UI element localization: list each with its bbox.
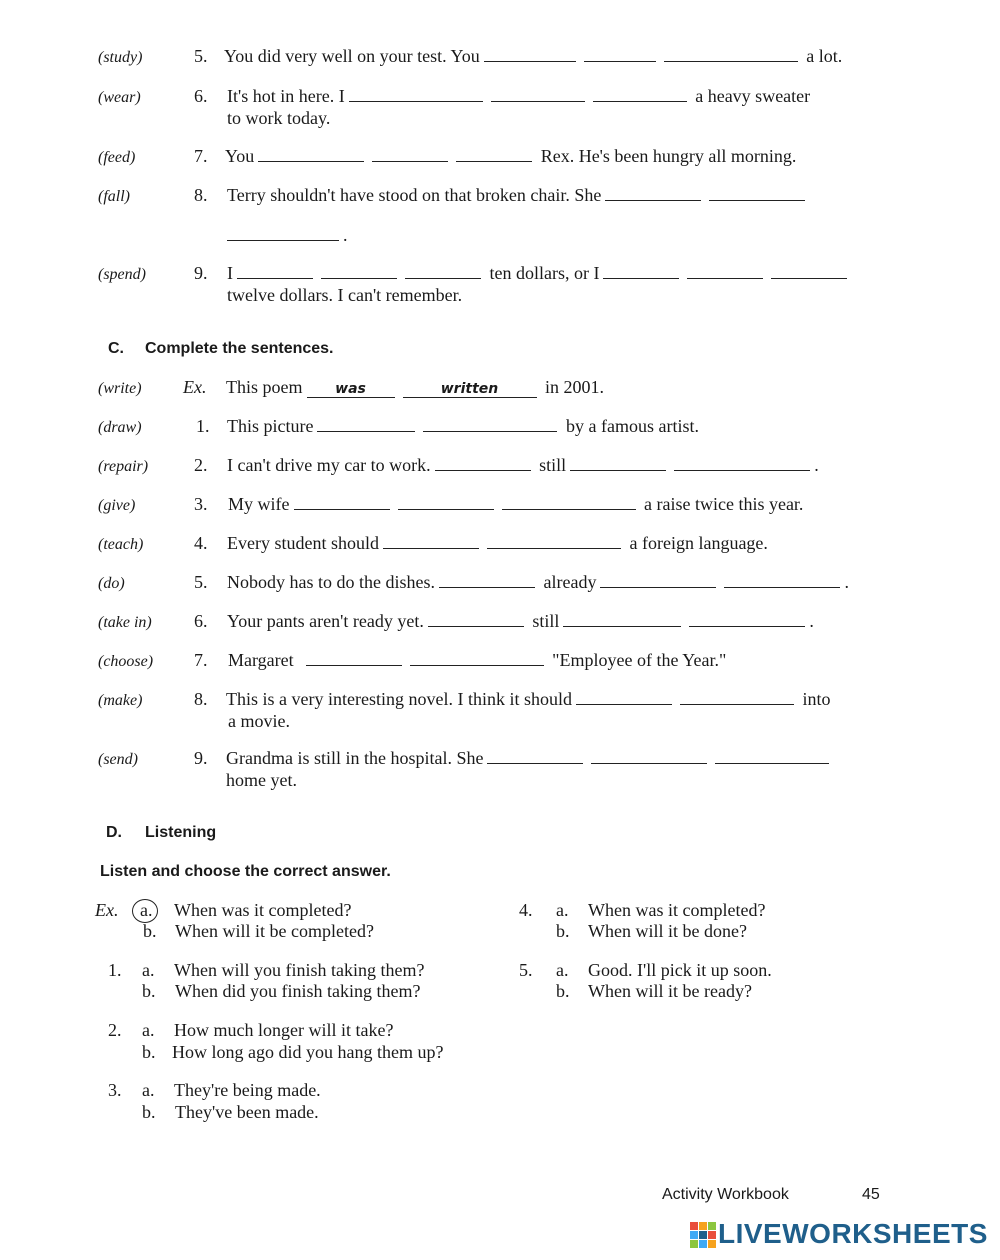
- answer-blank[interactable]: [435, 456, 531, 471]
- option-letter[interactable]: a.: [142, 1080, 155, 1100]
- answer-blank[interactable]: [591, 749, 707, 764]
- sentence: Your pants aren't ready yet. still .: [227, 611, 814, 631]
- verb-hint: (send): [98, 751, 138, 768]
- option-letter[interactable]: b.: [142, 981, 156, 1001]
- sentence: You Rex. He's been hungry all morning.: [225, 146, 797, 166]
- question-number: Ex.: [95, 900, 119, 920]
- verb-hint: (choose): [98, 653, 154, 670]
- option-letter[interactable]: a.: [142, 960, 155, 980]
- answer-blank[interactable]: [383, 534, 479, 549]
- section-letter: D.: [106, 824, 122, 841]
- item-number: 1.: [196, 416, 210, 436]
- answer-blank[interactable]: [603, 264, 679, 279]
- option-text: How long ago did you hang them up?: [172, 1042, 444, 1062]
- item-number: 7.: [194, 650, 208, 670]
- answer-blank[interactable]: [689, 612, 805, 627]
- item-number: 6.: [194, 611, 208, 631]
- item-number: 3.: [194, 494, 208, 514]
- sentence: This picture by a famous artist.: [227, 416, 699, 436]
- option-letter[interactable]: b.: [142, 1102, 156, 1122]
- question-number: 3.: [108, 1080, 122, 1100]
- answer-blank[interactable]: [491, 87, 585, 102]
- verb-hint: (feed): [98, 149, 136, 166]
- question-number: 4.: [519, 900, 533, 920]
- sentence: It's hot in here. I a heavy sweater: [227, 86, 811, 106]
- verb-hint: (spend): [98, 266, 146, 283]
- sentence: I ten dollars, or I: [227, 263, 851, 284]
- answer-blank[interactable]: [593, 87, 687, 102]
- answer-blank[interactable]: [576, 690, 672, 705]
- sentence: Grandma is still in the hospital. She: [226, 748, 833, 769]
- answer-blank[interactable]: [439, 573, 535, 588]
- answer-blank[interactable]: [674, 456, 810, 471]
- item-number: 7.: [194, 146, 208, 166]
- sentence: Nobody has to do the dishes. already .: [227, 572, 849, 592]
- option-text: They're being made.: [174, 1080, 321, 1100]
- example-answer: written: [403, 381, 537, 398]
- example-label: Ex.: [183, 377, 207, 397]
- liveworksheets-logo-icon: [690, 1222, 716, 1248]
- answer-blank[interactable]: [317, 417, 415, 432]
- answer-blank[interactable]: [410, 651, 544, 666]
- option-text: When will it be completed?: [175, 921, 374, 941]
- answer-blank[interactable]: [306, 651, 402, 666]
- answer-blank[interactable]: [709, 186, 805, 201]
- answer-blank[interactable]: [487, 534, 621, 549]
- option-letter[interactable]: b.: [143, 921, 157, 941]
- question-number: 1.: [108, 960, 122, 980]
- option-text: When will you finish taking them?: [174, 960, 425, 980]
- sentence-continuation: a movie.: [228, 711, 290, 731]
- option-letter[interactable]: b.: [556, 981, 570, 1001]
- sentence-continuation: to work today.: [227, 108, 331, 128]
- verb-hint: (study): [98, 49, 143, 66]
- option-text: When was it completed?: [174, 900, 352, 920]
- answer-blank[interactable]: [484, 47, 576, 62]
- sentence: This is a very interesting novel. I think it should into: [226, 689, 831, 709]
- answer-blank[interactable]: [664, 47, 798, 62]
- answer-blank[interactable]: [398, 495, 494, 510]
- option-letter[interactable]: a.: [142, 1020, 155, 1040]
- answer-blank[interactable]: [563, 612, 681, 627]
- item-number: 9.: [194, 748, 208, 768]
- sentence-continuation: twelve dollars. I can't remember.: [227, 285, 463, 305]
- answer-blank[interactable]: [372, 147, 448, 162]
- option-text: They've been made.: [175, 1102, 319, 1122]
- answer-blank[interactable]: [405, 264, 481, 279]
- question-number: 2.: [108, 1020, 122, 1040]
- option-text: When did you finish taking them?: [175, 981, 421, 1001]
- answer-blank[interactable]: [600, 573, 716, 588]
- answer-blank[interactable]: [456, 147, 532, 162]
- answer-blank[interactable]: [258, 147, 364, 162]
- item-number: 6.: [194, 86, 208, 106]
- answer-blank[interactable]: [715, 749, 829, 764]
- sentence: This poem was written in 2001.: [226, 377, 605, 397]
- verb-hint: (teach): [98, 536, 144, 553]
- answer-blank[interactable]: [584, 47, 656, 62]
- sentence-continuation: home yet.: [226, 770, 297, 790]
- option-letter[interactable]: b.: [142, 1042, 156, 1062]
- item-number: 5.: [194, 572, 208, 592]
- section-instruction: Listen and choose the correct answer.: [100, 863, 391, 880]
- answer-blank[interactable]: [349, 87, 483, 102]
- verb-hint: (repair): [98, 458, 149, 475]
- answer-blank[interactable]: [724, 573, 840, 588]
- item-number: 5.: [194, 46, 208, 66]
- option-text: Good. I'll pick it up soon.: [588, 960, 772, 980]
- option-letter[interactable]: b.: [556, 921, 570, 941]
- option-letter[interactable]: a.: [140, 900, 153, 920]
- answer-blank[interactable]: [502, 495, 636, 510]
- answer-blank[interactable]: [227, 226, 339, 241]
- item-number: 9.: [194, 263, 208, 283]
- liveworksheets-logo: LIVEWORKSHEETS: [718, 1218, 988, 1249]
- question-number: 5.: [519, 960, 533, 980]
- item-number: 8.: [194, 689, 208, 709]
- section-heading: Complete the sentences.: [145, 340, 334, 357]
- answer-blank[interactable]: [294, 495, 390, 510]
- sentence: I can't drive my car to work. still .: [227, 455, 819, 475]
- book-title: Activity Workbook: [662, 1186, 789, 1203]
- option-text: When will it be done?: [588, 921, 747, 941]
- verb-hint: (make): [98, 692, 143, 709]
- verb-hint: (draw): [98, 419, 142, 436]
- verb-hint: (write): [98, 380, 142, 397]
- option-text: How much longer will it take?: [174, 1020, 394, 1040]
- answer-blank[interactable]: [570, 456, 666, 471]
- item-number: 8.: [194, 185, 208, 205]
- verb-hint: (wear): [98, 89, 141, 106]
- option-letter[interactable]: a.: [556, 900, 569, 920]
- sentence: Terry shouldn't have stood on that broken chair. She: [227, 185, 809, 206]
- answer-blank[interactable]: [680, 690, 794, 705]
- answer-blank[interactable]: [428, 612, 524, 627]
- sentence: You did very well on your test. You a lot.: [224, 46, 843, 66]
- option-letter[interactable]: a.: [556, 960, 569, 980]
- verb-hint: (do): [98, 575, 125, 592]
- verb-hint: (take in): [98, 614, 152, 631]
- answer-blank[interactable]: [321, 264, 397, 279]
- page-number: 45: [862, 1186, 880, 1203]
- section-letter: C.: [108, 340, 124, 357]
- sentence: Every student should a foreign language.: [227, 533, 768, 553]
- answer-blank[interactable]: [771, 264, 847, 279]
- section-heading: Listening: [145, 824, 217, 841]
- answer-blank[interactable]: [605, 186, 701, 201]
- sentence: Margaret "Employee of the Year.": [228, 650, 727, 670]
- answer-blank[interactable]: [237, 264, 313, 279]
- answer-blank[interactable]: [687, 264, 763, 279]
- example-answer: was: [307, 381, 395, 398]
- sentence-continuation: .: [227, 225, 348, 246]
- option-text: When was it completed?: [588, 900, 766, 920]
- verb-hint: (give): [98, 497, 136, 514]
- answer-blank[interactable]: [423, 417, 557, 432]
- item-number: 2.: [194, 455, 208, 475]
- item-number: 4.: [194, 533, 208, 553]
- verb-hint: (fall): [98, 188, 130, 205]
- option-text: When will it be ready?: [588, 981, 752, 1001]
- sentence: My wife a raise twice this year.: [228, 494, 804, 514]
- answer-blank[interactable]: [487, 749, 583, 764]
